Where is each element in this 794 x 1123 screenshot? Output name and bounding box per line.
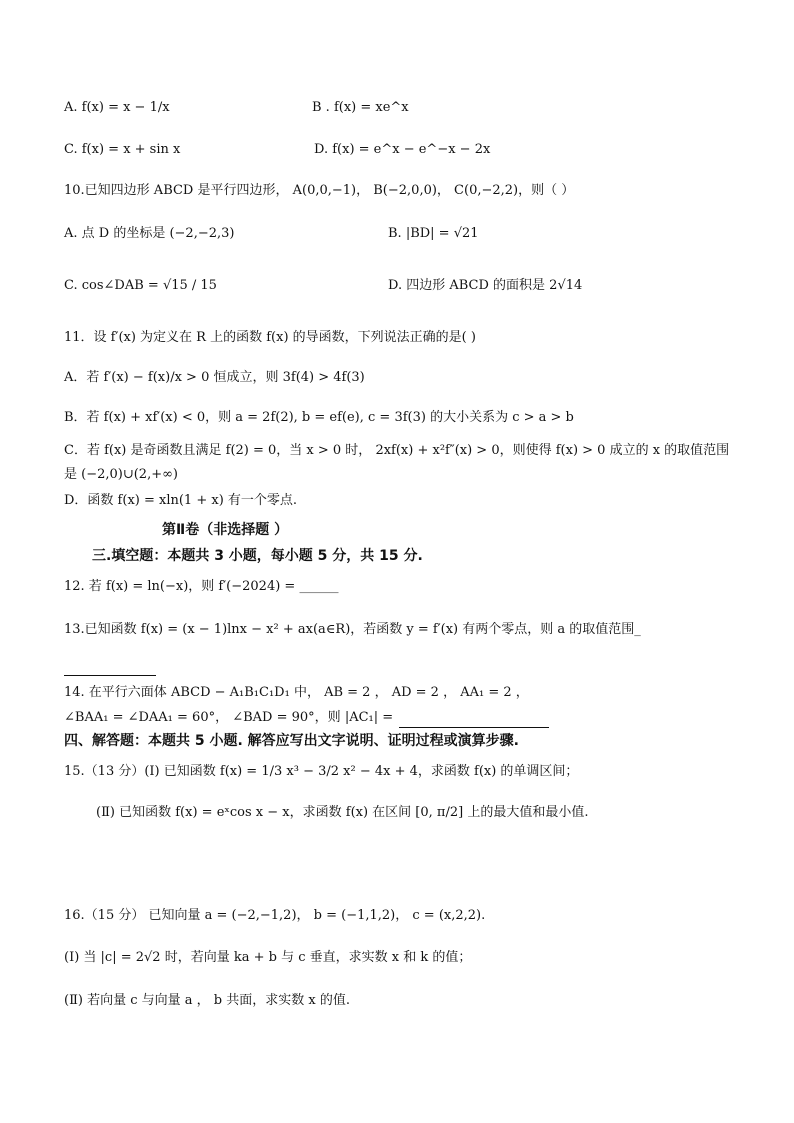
q16-part1: (Ⅰ) 当 |c| = 2√2 时，若向量 ka + b 与 c 垂直，求实数 x 和 k 的值； [64,950,472,965]
q14-line1: 14. 在平行六面体 ABCD − A₁B₁C₁D₁ 中， AB = 2 ， AD = 2 ， AA₁ = 2 ， [64,685,529,700]
q10-option-b: B. |BD| = √21 [388,226,479,241]
q11-option-a: A．若 f′(x) − f(x)/x > 0 恒成立，则 3f(4) > 4f(3) [64,370,365,385]
q10-option-d: D. 四边形 ABCD 的面积是 2√14 [388,278,583,293]
q14-answer-blank [399,713,549,728]
q9-option-c: C. f(x) = x + sin x [64,142,181,157]
section4-heading: 四、解答题：本题共 5 小题. 解答应写出文字说明、证明过程或演算步骤. [64,733,519,749]
q12-text: 12. 若 f(x) = ln(−x)，则 f′(−2024) = ______ [64,579,339,594]
q11-stem: 11．设 f′(x) 为定义在 R 上的函数 f(x) 的导函数，下列说法正确的是( ) [64,330,476,345]
q9-option-b: B . f(x) = xe^x [312,100,409,115]
section3-heading: 三.填空题：本题共 3 小题，每小题 5 分，共 15 分. [92,548,423,564]
q14-line2 [64,708,549,728]
q9-option-d: D. f(x) = e^x − e^−x − 2x [314,142,491,157]
q10-option-c: C. cos∠DAB = √15 / 15 [64,278,217,293]
q16-part2: (Ⅱ) 若向量 c 与向量 a ， b 共面，求实数 x 的值. [64,993,350,1008]
q10-option-a: A. 点 D 的坐标是 (−2,−2,3) [64,226,235,241]
q11-option-b: B．若 f(x) + xf′(x) < 0，则 a = 2f(2), b = ef(e), c = 3f(3) 的大小关系为 c > a > b [64,410,574,425]
q15-part2: (Ⅱ) 已知函数 f(x) = eˣcos x − x，求函数 f(x) 在区间 [0, π/2] 上的最大值和最小值. [96,805,589,820]
q15-part1: 15.（13 分）(Ⅰ) 已知函数 f(x) = 1/3 x³ − 3/2 x² − 4x + 4，求函数 f(x) 的单调区间； [64,764,579,779]
q13-answer-blank [64,656,156,676]
part2-title: 第Ⅱ卷（非选择题 ） [162,522,289,538]
q10-stem: 10.已知四边形 ABCD 是平行四边形， A(0,0,−1)， B(−2,0,0)， C(0,−2,2)，则（ ） [64,183,575,198]
q11-option-c-line1: C．若 f(x) 是奇函数且满足 f(2) = 0，当 x > 0 时， 2xf(x) + x²f″(x) > 0，则使得 f(x) > 0 成立的 x 的取值范围 [64,443,730,458]
q16-stem: 16.（15 分） 已知向量 a = (−2,−1,2)， b = (−1,1,2)， c = (x,2,2). [64,908,486,923]
q9-option-a: A. f(x) = x − 1/x [64,100,170,115]
q11-option-d: D．函数 f(x) = xln(1 + x) 有一个零点. [64,493,298,508]
q11-option-c-line2: 是 (−2,0)∪(2,+∞) [64,467,179,482]
q13-text: 13.已知函数 f(x) = (x − 1)lnx − x² + ax(a∈R)，若函数 y = f′(x) 有两个零点，则 a 的取值范围_ [64,622,641,637]
q14-line2-text: ∠BAA₁ = ∠DAA₁ = 60°， ∠BAD = 90°，则 |AC₁| = [64,710,394,725]
